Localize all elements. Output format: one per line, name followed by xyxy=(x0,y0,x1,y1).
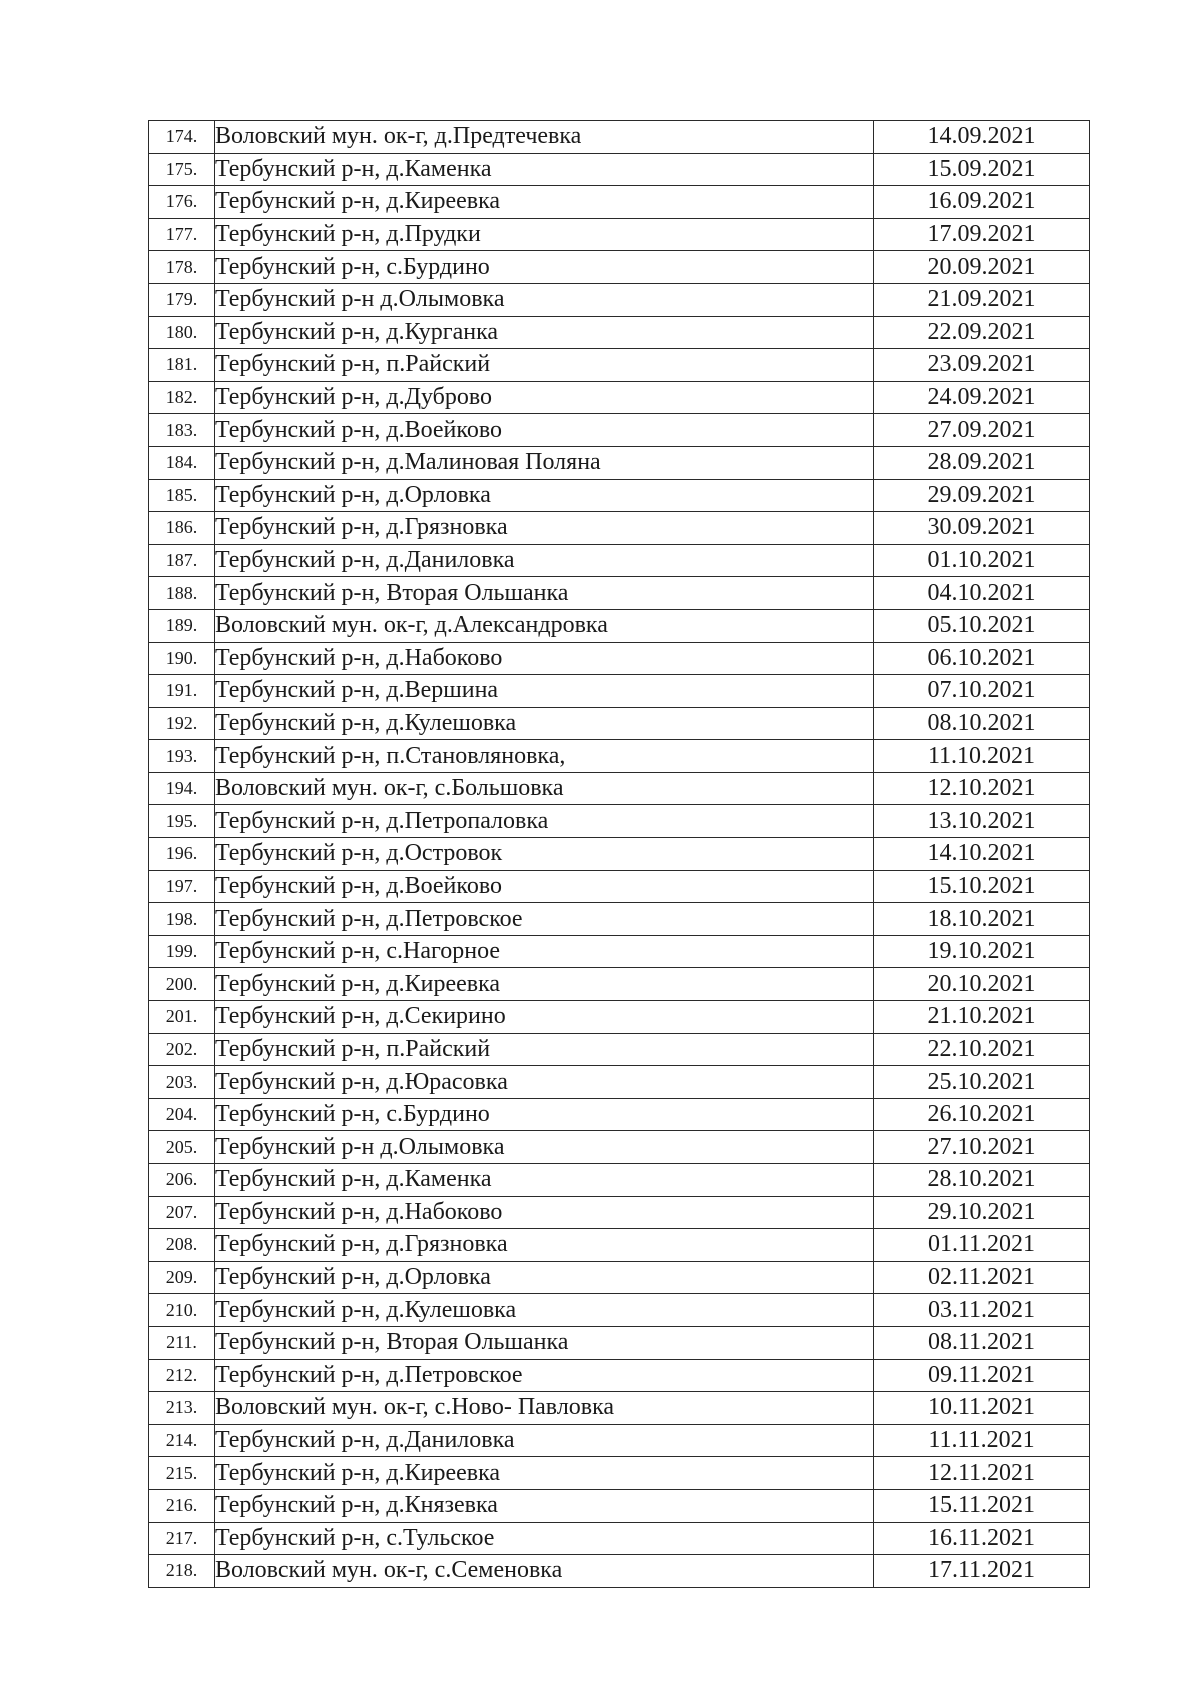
date-cell: 17.11.2021 xyxy=(874,1555,1090,1588)
table-row xyxy=(149,1066,1090,1099)
table-row xyxy=(149,218,1090,251)
table-row xyxy=(149,446,1090,479)
table-row xyxy=(149,381,1090,414)
location-cell: Тербунский р-н, д.Набоково xyxy=(215,642,874,675)
row-number-cell: 197. xyxy=(149,870,215,903)
table-row xyxy=(149,121,1090,154)
table-row xyxy=(149,675,1090,708)
date-cell: 26.10.2021 xyxy=(874,1098,1090,1131)
table-row xyxy=(149,935,1090,968)
row-number-cell: 208. xyxy=(149,1229,215,1262)
table-row xyxy=(149,1555,1090,1588)
row-number-cell: 187. xyxy=(149,544,215,577)
location-cell: Тербунский р-н, д.Воейково xyxy=(215,414,874,447)
date-cell: 01.10.2021 xyxy=(874,544,1090,577)
location-cell: Воловский мун. ок-г, д.Предтечевка xyxy=(215,121,874,154)
row-number-cell: 218. xyxy=(149,1555,215,1588)
row-number-cell: 204. xyxy=(149,1098,215,1131)
row-number-cell: 211. xyxy=(149,1326,215,1359)
table-row xyxy=(149,1359,1090,1392)
row-number-cell: 201. xyxy=(149,1001,215,1034)
date-cell: 15.09.2021 xyxy=(874,153,1090,186)
row-number-cell: 179. xyxy=(149,283,215,316)
table-row xyxy=(149,642,1090,675)
table-row xyxy=(149,1131,1090,1164)
row-number-cell: 185. xyxy=(149,479,215,512)
row-number-cell: 209. xyxy=(149,1261,215,1294)
date-cell: 11.10.2021 xyxy=(874,740,1090,773)
location-cell: Тербунский р-н, д.Малиновая Поляна xyxy=(215,446,874,479)
date-cell: 27.09.2021 xyxy=(874,414,1090,447)
row-number-cell: 217. xyxy=(149,1522,215,1555)
location-cell: Тербунский р-н, д.Воейково xyxy=(215,870,874,903)
table-row xyxy=(149,707,1090,740)
date-cell: 22.10.2021 xyxy=(874,1033,1090,1066)
date-cell: 08.10.2021 xyxy=(874,707,1090,740)
row-number-cell: 194. xyxy=(149,772,215,805)
table-row xyxy=(149,251,1090,284)
table-row xyxy=(149,740,1090,773)
date-cell: 27.10.2021 xyxy=(874,1131,1090,1164)
date-cell: 14.10.2021 xyxy=(874,838,1090,871)
location-cell: Тербунский р-н, д.Петропаловка xyxy=(215,805,874,838)
row-number-cell: 198. xyxy=(149,903,215,936)
table-row xyxy=(149,1196,1090,1229)
table-row xyxy=(149,1489,1090,1522)
row-number-cell: 215. xyxy=(149,1457,215,1490)
row-number-cell: 205. xyxy=(149,1131,215,1164)
table-row xyxy=(149,1164,1090,1197)
table-row xyxy=(149,1001,1090,1034)
date-cell: 09.11.2021 xyxy=(874,1359,1090,1392)
date-cell: 11.11.2021 xyxy=(874,1424,1090,1457)
location-cell: Тербунский р-н, с.Бурдино xyxy=(215,251,874,284)
date-cell: 12.10.2021 xyxy=(874,772,1090,805)
date-cell: 29.09.2021 xyxy=(874,479,1090,512)
location-cell: Тербунский р-н, Вторая Ольшанка xyxy=(215,577,874,610)
row-number-cell: 180. xyxy=(149,316,215,349)
table-row xyxy=(149,1229,1090,1262)
location-cell: Воловский мун. ок-г, с.Семеновка xyxy=(215,1555,874,1588)
table-row xyxy=(149,479,1090,512)
row-number-cell: 216. xyxy=(149,1489,215,1522)
location-cell: Тербунский р-н, п.Райский xyxy=(215,1033,874,1066)
location-cell: Воловский мун. ок-г, с.Большовка xyxy=(215,772,874,805)
table-row xyxy=(149,186,1090,219)
row-number-cell: 175. xyxy=(149,153,215,186)
date-cell: 10.11.2021 xyxy=(874,1392,1090,1425)
location-cell: Тербунский р-н, с.Бурдино xyxy=(215,1098,874,1131)
date-cell: 02.11.2021 xyxy=(874,1261,1090,1294)
row-number-cell: 212. xyxy=(149,1359,215,1392)
table-row xyxy=(149,870,1090,903)
schedule-table xyxy=(148,120,1090,1588)
schedule-table-body xyxy=(149,121,1090,1588)
date-cell: 06.10.2021 xyxy=(874,642,1090,675)
row-number-cell: 190. xyxy=(149,642,215,675)
location-cell: Тербунский р-н, д.Дуброво xyxy=(215,381,874,414)
location-cell: Тербунский р-н, с.Тульское xyxy=(215,1522,874,1555)
table-row xyxy=(149,1457,1090,1490)
location-cell: Тербунский р-н, д.Каменка xyxy=(215,1164,874,1197)
location-cell: Тербунский р-н, д.Юрасовка xyxy=(215,1066,874,1099)
date-cell: 25.10.2021 xyxy=(874,1066,1090,1099)
date-cell: 21.10.2021 xyxy=(874,1001,1090,1034)
row-number-cell: 213. xyxy=(149,1392,215,1425)
row-number-cell: 207. xyxy=(149,1196,215,1229)
row-number-cell: 203. xyxy=(149,1066,215,1099)
table-row xyxy=(149,316,1090,349)
date-cell: 16.11.2021 xyxy=(874,1522,1090,1555)
location-cell: Тербунский р-н, д.Вершина xyxy=(215,675,874,708)
table-row xyxy=(149,805,1090,838)
date-cell: 28.09.2021 xyxy=(874,446,1090,479)
location-cell: Тербунский р-н, п.Становляновка, xyxy=(215,740,874,773)
date-cell: 15.10.2021 xyxy=(874,870,1090,903)
date-cell: 12.11.2021 xyxy=(874,1457,1090,1490)
date-cell: 01.11.2021 xyxy=(874,1229,1090,1262)
location-cell: Тербунский р-н д.Олымовка xyxy=(215,1131,874,1164)
table-row xyxy=(149,544,1090,577)
row-number-cell: 210. xyxy=(149,1294,215,1327)
row-number-cell: 177. xyxy=(149,218,215,251)
date-cell: 20.10.2021 xyxy=(874,968,1090,1001)
location-cell: Тербунский р-н, д.Орловка xyxy=(215,479,874,512)
row-number-cell: 214. xyxy=(149,1424,215,1457)
date-cell: 19.10.2021 xyxy=(874,935,1090,968)
row-number-cell: 178. xyxy=(149,251,215,284)
location-cell: Тербунский р-н, д.Петровское xyxy=(215,1359,874,1392)
date-cell: 28.10.2021 xyxy=(874,1164,1090,1197)
date-cell: 21.09.2021 xyxy=(874,283,1090,316)
row-number-cell: 200. xyxy=(149,968,215,1001)
row-number-cell: 202. xyxy=(149,1033,215,1066)
location-cell: Тербунский р-н, д.Киреевка xyxy=(215,186,874,219)
date-cell: 08.11.2021 xyxy=(874,1326,1090,1359)
row-number-cell: 196. xyxy=(149,838,215,871)
table-row xyxy=(149,609,1090,642)
location-cell: Тербунский р-н, Вторая Ольшанка xyxy=(215,1326,874,1359)
table-row xyxy=(149,838,1090,871)
location-cell: Тербунский р-н, д.Даниловка xyxy=(215,1424,874,1457)
date-cell: 24.09.2021 xyxy=(874,381,1090,414)
table-row xyxy=(149,512,1090,545)
location-cell: Тербунский р-н, д.Набоково xyxy=(215,1196,874,1229)
table-row xyxy=(149,1326,1090,1359)
location-cell: Тербунский р-н, д.Грязновка xyxy=(215,512,874,545)
table-row xyxy=(149,1261,1090,1294)
table-row xyxy=(149,1392,1090,1425)
table-row xyxy=(149,1098,1090,1131)
row-number-cell: 182. xyxy=(149,381,215,414)
row-number-cell: 183. xyxy=(149,414,215,447)
date-cell: 16.09.2021 xyxy=(874,186,1090,219)
row-number-cell: 192. xyxy=(149,707,215,740)
location-cell: Тербунский р-н, д.Курганка xyxy=(215,316,874,349)
date-cell: 07.10.2021 xyxy=(874,675,1090,708)
date-cell: 17.09.2021 xyxy=(874,218,1090,251)
table-row xyxy=(149,349,1090,382)
location-cell: Тербунский р-н, д.Прудки xyxy=(215,218,874,251)
location-cell: Тербунский р-н, д.Петровское xyxy=(215,903,874,936)
date-cell: 04.10.2021 xyxy=(874,577,1090,610)
table-row xyxy=(149,153,1090,186)
table-row xyxy=(149,968,1090,1001)
location-cell: Тербунский р-н, д.Даниловка xyxy=(215,544,874,577)
date-cell: 23.09.2021 xyxy=(874,349,1090,382)
row-number-cell: 188. xyxy=(149,577,215,610)
location-cell: Тербунский р-н, д.Секирино xyxy=(215,1001,874,1034)
date-cell: 18.10.2021 xyxy=(874,903,1090,936)
location-cell: Тербунский р-н, д.Грязновка xyxy=(215,1229,874,1262)
date-cell: 13.10.2021 xyxy=(874,805,1090,838)
table-row xyxy=(149,577,1090,610)
location-cell: Тербунский р-н, д.Каменка xyxy=(215,153,874,186)
date-cell: 15.11.2021 xyxy=(874,1489,1090,1522)
date-cell: 29.10.2021 xyxy=(874,1196,1090,1229)
row-number-cell: 189. xyxy=(149,609,215,642)
location-cell: Тербунский р-н, д.Киреевка xyxy=(215,1457,874,1490)
table-row xyxy=(149,1033,1090,1066)
table-row xyxy=(149,772,1090,805)
location-cell: Тербунский р-н, с.Нагорное xyxy=(215,935,874,968)
date-cell: 30.09.2021 xyxy=(874,512,1090,545)
table-row xyxy=(149,903,1090,936)
row-number-cell: 206. xyxy=(149,1164,215,1197)
table-row xyxy=(149,283,1090,316)
table-row xyxy=(149,1522,1090,1555)
location-cell: Тербунский р-н, д.Князевка xyxy=(215,1489,874,1522)
table-row xyxy=(149,1294,1090,1327)
row-number-cell: 184. xyxy=(149,446,215,479)
row-number-cell: 199. xyxy=(149,935,215,968)
location-cell: Тербунский р-н, д.Кулешовка xyxy=(215,707,874,740)
location-cell: Воловский мун. ок-г, д.Александровка xyxy=(215,609,874,642)
row-number-cell: 174. xyxy=(149,121,215,154)
row-number-cell: 176. xyxy=(149,186,215,219)
date-cell: 14.09.2021 xyxy=(874,121,1090,154)
row-number-cell: 181. xyxy=(149,349,215,382)
date-cell: 03.11.2021 xyxy=(874,1294,1090,1327)
date-cell: 20.09.2021 xyxy=(874,251,1090,284)
location-cell: Тербунский р-н, д.Орловка xyxy=(215,1261,874,1294)
row-number-cell: 193. xyxy=(149,740,215,773)
date-cell: 22.09.2021 xyxy=(874,316,1090,349)
location-cell: Воловский мун. ок-г, с.Ново- Павловка xyxy=(215,1392,874,1425)
table-row xyxy=(149,414,1090,447)
location-cell: Тербунский р-н, д.Кулешовка xyxy=(215,1294,874,1327)
location-cell: Тербунский р-н, д.Островок xyxy=(215,838,874,871)
location-cell: Тербунский р-н д.Олымовка xyxy=(215,283,874,316)
location-cell: Тербунский р-н, д.Киреевка xyxy=(215,968,874,1001)
date-cell: 05.10.2021 xyxy=(874,609,1090,642)
row-number-cell: 191. xyxy=(149,675,215,708)
location-cell: Тербунский р-н, п.Райский xyxy=(215,349,874,382)
row-number-cell: 186. xyxy=(149,512,215,545)
table-row xyxy=(149,1424,1090,1457)
row-number-cell: 195. xyxy=(149,805,215,838)
